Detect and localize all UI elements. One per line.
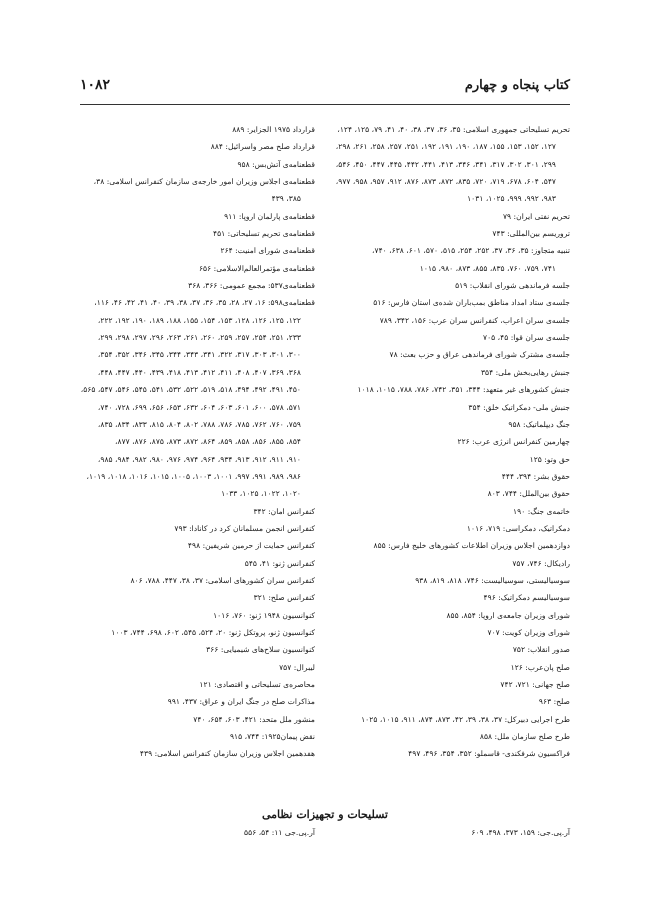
index-entry: کنفرانس حمایت از حرمین شریفین: ۴۹۸ <box>187 541 315 551</box>
index-entry: ۷۵۹، ۷۶۰، ۷۶۲، ۷۸۵، ۷۸۶، ۷۸۸، ۸۰۲، ۸۰۴، ۸۱۵، ۸۳۳، ۸۳۴، ۸۳۵، <box>97 419 301 429</box>
section-heading: تسلیحات و تجهیزات نظامی <box>262 808 388 821</box>
index-entry: ۲۹۹، ۳۰۱، ۳۰۲، ۳۱۷، ۳۴۱، ۳۴۶، ۴۱۳، ۴۴۱، ۴۴۲، ۴۴۵، ۴۴۷، ۴۵۰، ۵۴۶، <box>335 159 556 169</box>
index-entry: جنبش ملی- دمکراتیک خلق: ۳۵۴ <box>468 402 570 412</box>
index-entry: جنبش رهایی‌بخش ملی: ۳۵۴ <box>480 367 570 377</box>
index-entry: جلسه فرماندهی شورای انقلاب: ۵۱۹ <box>455 281 570 291</box>
index-entry: قطعنامه‌ی۵۳۷: مجمع عمومی: ۳۶۶، ۳۶۸ <box>188 281 315 291</box>
index-entry: ۳۰۰، ۳۰۱، ۳۰۳، ۳۱۷، ۳۲۲، ۳۴۱، ۳۴۳، ۳۴۴، ۳۴۵، ۳۴۶، ۳۵۲، ۳۵۴، <box>97 350 301 360</box>
index-column-left <box>75 121 315 763</box>
index-entry: کنفرانس سران کشورهای اسلامی: ۳۷، ۳۸، ۴۴۷، ۷۸۸، ۸۰۶ <box>130 575 315 585</box>
index-entry: طرح صلح سازمان ملل: ۸۵۸ <box>479 732 570 742</box>
index-entry: جنگ دیپلماتیک: ۹۵۸ <box>508 419 570 429</box>
index-entry: نقض پیمان۱۹۲۵: ۷۴۴، ۹۱۵ <box>229 732 315 742</box>
index-entry: قرارداد صلح مصر واسرائیل: ۸۸۴ <box>210 142 315 152</box>
index-entry: ۹۸۳، ۹۹۲، ۹۹۹، ۱۰۲۵، ۱۰۳۱ <box>467 194 556 204</box>
index-entry: کنوانسیون ژنو، پروتکل ژنو: ۲۰، ۵۲۴، ۵۴۵، ۶۰۲، ۶۹۸، ۷۴۴، ۱۰۰۳ <box>111 627 315 637</box>
index-entry: قطعنامه‌ی مؤتمرالعالم‌الاسلامی: ۶۵۶ <box>198 263 315 273</box>
index-entry: تنبیه متجاوز: ۳۵، ۳۶، ۳۷، ۲۵۲، ۲۵۴، ۵۱۵، ۵۷۰، ۶۰۱، ۶۳۸، ۷۴۰، <box>372 246 570 256</box>
index-entry: کنوانسیون ۱۹۴۸ ژنو: ۷۶۰، ۱۰۱۶ <box>213 610 315 620</box>
section-entry-right: آر.پی.جی: ۱۵۹، ۳۷۳، ۴۹۸، ۶۰۹ <box>471 828 570 837</box>
index-entry: ۱۲۲، ۱۲۵، ۱۲۶، ۱۲۸، ۱۵۳، ۱۵۴، ۱۵۵، ۱۸۸، ۱۸۹، ۱۹۰، ۱۹۲، ۲۲۲، <box>97 315 301 325</box>
index-entry: جلسه‌ی ستاد امداد مناطق بمب‌باران شده‌ی استان فارس: ۵۱۶ <box>373 298 570 308</box>
book-title: کتاب پنجاه و چهارم <box>464 78 570 93</box>
index-entry: جلسه‌ی سران قوا: ۴۵، ۷۰۵ <box>483 333 570 343</box>
index-entry: کنفرانس امان: ۳۴۲ <box>253 506 315 516</box>
index-entry: ۹۸۶، ۹۸۹، ۹۹۱، ۹۹۷، ۱۰۰۱، ۱۰۰۳، ۱۰۰۵، ۱۰۱۵، ۱۰۱۶، ۱۰۱۸، ۱۰۱۹، <box>86 471 301 481</box>
index-entry: قطعنامه‌ی اجلاس وزیران امور خارجه‌ی سازمان کنفرانس اسلامی: ۳۸، <box>93 177 315 187</box>
index-entry: ۴۵۰، ۴۹۱، ۴۹۲، ۴۹۴، ۵۱۸، ۵۱۹، ۵۲۲، ۵۳۲، ۵۴۱، ۵۴۵، ۵۴۶، ۵۴۷، ۵۶۵، <box>80 385 301 395</box>
index-entry: شورای وزیران جامعه‌ی اروپا: ۸۵۴، ۸۵۵ <box>446 610 570 620</box>
page-number: ۱۰۸۲ <box>80 77 111 93</box>
index-entry: رادیکال: ۷۴۶، ۷۵۷ <box>512 558 570 568</box>
page-header <box>80 74 570 100</box>
index-entry: ۱۰۲۰، ۱۰۲۲، ۱۰۲۵، ۱۰۳۳ <box>221 489 301 499</box>
index-entry: ۳۸۵، ۴۳۹ <box>271 194 301 204</box>
index-entry: کنوانسیون سلاح‌های شیمیایی: ۳۶۶ <box>206 645 315 655</box>
index-entry: ۲۳۳، ۲۵۱، ۲۵۴، ۲۵۷، ۲۵۹، ۲۶۰، ۲۶۱، ۲۶۳، ۲۹۶، ۲۹۷، ۲۹۸، ۲۹۹، <box>97 333 301 343</box>
index-entry: منشور ملل متحد: ۴۲۱، ۶۰۳، ۶۵۴، ۷۴۰ <box>193 714 315 724</box>
index-entry: سوسیالیسم دمکراتیک: ۴۹۶ <box>483 593 570 603</box>
index-entry: صلح پان‌عرب: ۱۲۶ <box>510 662 570 672</box>
index-entry: قطعنامه‌ی پارلمان اروپا: ۹۱۱ <box>224 211 315 221</box>
index-entry: جلسه‌ی مشترک شورای فرماندهی عراق و حزب بعث: ۷۸ <box>389 350 570 360</box>
section-entry-left: آر.پی.جی ۱۱: ۵۴، ۵۵۶ <box>244 828 315 837</box>
index-entry: تحریم تسلیحاتی جمهوری اسلامی: ۳۵، ۳۶، ۳۷، ۳۸، ۴۰، ۴۱، ۷۹، ۱۲۵، ۱۲۴، <box>337 125 570 134</box>
index-entry: صدور انقلاب: ۷۵۲ <box>512 645 570 655</box>
index-entry: ۹۱۰، ۹۱۱، ۹۱۲، ۹۱۳، ۹۳۴، ۹۶۴، ۹۷۴، ۹۷۶، ۹۸۰، ۹۸۲، ۹۸۴، ۹۸۵، <box>97 454 301 464</box>
index-entry: سوسیالیستی، سوسیالیست: ۷۴۶، ۸۱۸، ۸۱۹، ۹۳۸ <box>415 575 570 585</box>
header-rule <box>80 104 570 105</box>
index-entry: چهارمین کنفرانس انرژی عرب: ۲۲۶ <box>457 437 570 447</box>
index-entry: حق وتو: ۱۲۵ <box>529 454 570 464</box>
index-entry: کنفرانس ژنو: ۴۱، ۵۴۵ <box>244 558 315 568</box>
index-entry: ۳۶۸، ۳۶۹، ۴۰۷، ۴۰۸، ۴۱۱، ۴۱۲، ۴۱۳، ۴۱۸، ۴۳۹، ۴۴۰، ۴۴۷، ۴۴۸، <box>97 367 301 377</box>
index-entry: قطعنامه‌ی۵۹۸: ۱۶، ۲۷، ۲۸، ۳۵، ۳۶، ۳۷، ۳۸، ۳۹، ۴۰، ۴۱، ۴۲، ۴۶، ۱۱۶، <box>94 298 315 308</box>
index-entry: لیبرال: ۷۵۷ <box>279 662 315 672</box>
index-entry: خاتمه‌ی جنگ: ۱۹۰ <box>513 506 570 516</box>
index-entry: ۷۴۱، ۷۵۹، ۷۶۰، ۸۳۵، ۸۵۵، ۸۷۳، ۹۸۰، ۱۰۱۵ <box>419 263 556 273</box>
index-entry: تروریسم بین‌المللی: ۷۴۳ <box>492 229 570 239</box>
index-entry: حقوق بشر: ۳۹۴، ۴۴۴ <box>501 471 570 481</box>
index-entry: شورای وزیران کویت: ۷۰۷ <box>487 627 570 637</box>
index-entry: طرح اجرایی دبیرکل: ۳۷، ۳۸، ۳۹، ۴۲، ۸۷۳، ۸۷۴، ۹۱۱، ۱۰۱۵، ۱۰۲۵ <box>361 714 570 724</box>
index-entry: قرارداد ۱۹۷۵ الجزایر: ۸۸۹ <box>232 125 315 134</box>
index-entry: فراکسیون شرفکندی- قاسملو: ۳۵۲، ۳۵۴، ۴۹۶، ۴۹۷ <box>408 749 570 759</box>
index-entry: جلسه‌ی سران اعراب، کنفرانس سران عرب: ۱۵۶، ۳۴۲، ۷۸۹ <box>379 315 570 325</box>
index-entry: قطعنامه‌ی تحریم تسلیحاتی: ۴۵۱ <box>213 229 315 239</box>
index-entry: حقوق بین‌الملل: ۷۴۴، ۸۰۳ <box>487 489 570 499</box>
index-entry: کنفرانس صلح: ۳۲۱ <box>253 593 315 603</box>
index-entry: ۵۴۷، ۶۰۴، ۶۷۸، ۷۱۹، ۷۲۰، ۸۳۵، ۸۷۲، ۸۷۳، ۸۷۶، ۹۱۲، ۹۵۷، ۹۵۸، ۹۷۷، <box>335 177 556 187</box>
index-entry: جنبش کشورهای غیر متعهد: ۳۴۴، ۳۵۱، ۷۴۲، ۷۸۶، ۷۸۸، ۱۰۱۵، ۱۰۱۸ <box>357 385 570 395</box>
index-entry: مذاکرات صلح در جنگ ایران و عراق: ۴۳۷، ۹۹۱ <box>167 697 315 707</box>
index-entry: تحریم نفتی ایران: ۷۹ <box>502 211 570 221</box>
index-entry: ۱۲۷، ۱۵۲، ۱۵۳، ۱۵۵، ۱۸۷، ۱۹۰، ۱۹۱، ۱۹۲، ۲۵۱، ۲۵۷، ۲۵۸، ۲۶۱، ۲۹۸، <box>335 142 556 152</box>
index-entry: قطعنامه‌ی آتش‌بس: ۹۵۸ <box>237 159 315 169</box>
index-entry: هفدهمین اجلاس وزیران سازمان کنفرانس اسلامی: ۴۳۹ <box>139 749 315 759</box>
index-entry: ۵۷۱، ۵۷۸، ۶۰۰، ۶۰۱، ۶۰۳، ۶۰۴، ۶۳۲، ۶۵۳، ۶۵۶، ۶۹۹، ۷۲۸، ۷۴۰، <box>97 402 301 412</box>
index-entry: ۸۵۴، ۸۵۵، ۸۵۶، ۸۵۸، ۸۵۹، ۸۶۴، ۸۷۲، ۸۷۳، ۸۷۵، ۸۷۶، ۸۷۷، <box>115 437 301 447</box>
index-entry: صلح: ۹۶۳ <box>538 697 570 707</box>
index-entry: محاصره‌ی تسلیحاتی و اقتصادی: ۱۲۱ <box>199 680 315 689</box>
index-entry: دوازدهمین اجلاس وزیران اطلاعات کشورهای خلیج فارس: ۸۵۵ <box>373 541 570 551</box>
index-entry: کنفرانس انجمن مسلمانان کرد در کانادا: ۷۹۳ <box>174 523 315 533</box>
index-entry: قطعنامه‌ی شورای امنیت: ۲۶۴ <box>220 246 315 256</box>
index-entry: دمکراتیک، دمکراسی: ۷۱۹، ۱۰۱۶ <box>466 523 570 533</box>
index-column-right <box>335 121 570 763</box>
index-entry: صلح جهانی: ۷۲۱، ۷۴۲ <box>500 680 570 689</box>
